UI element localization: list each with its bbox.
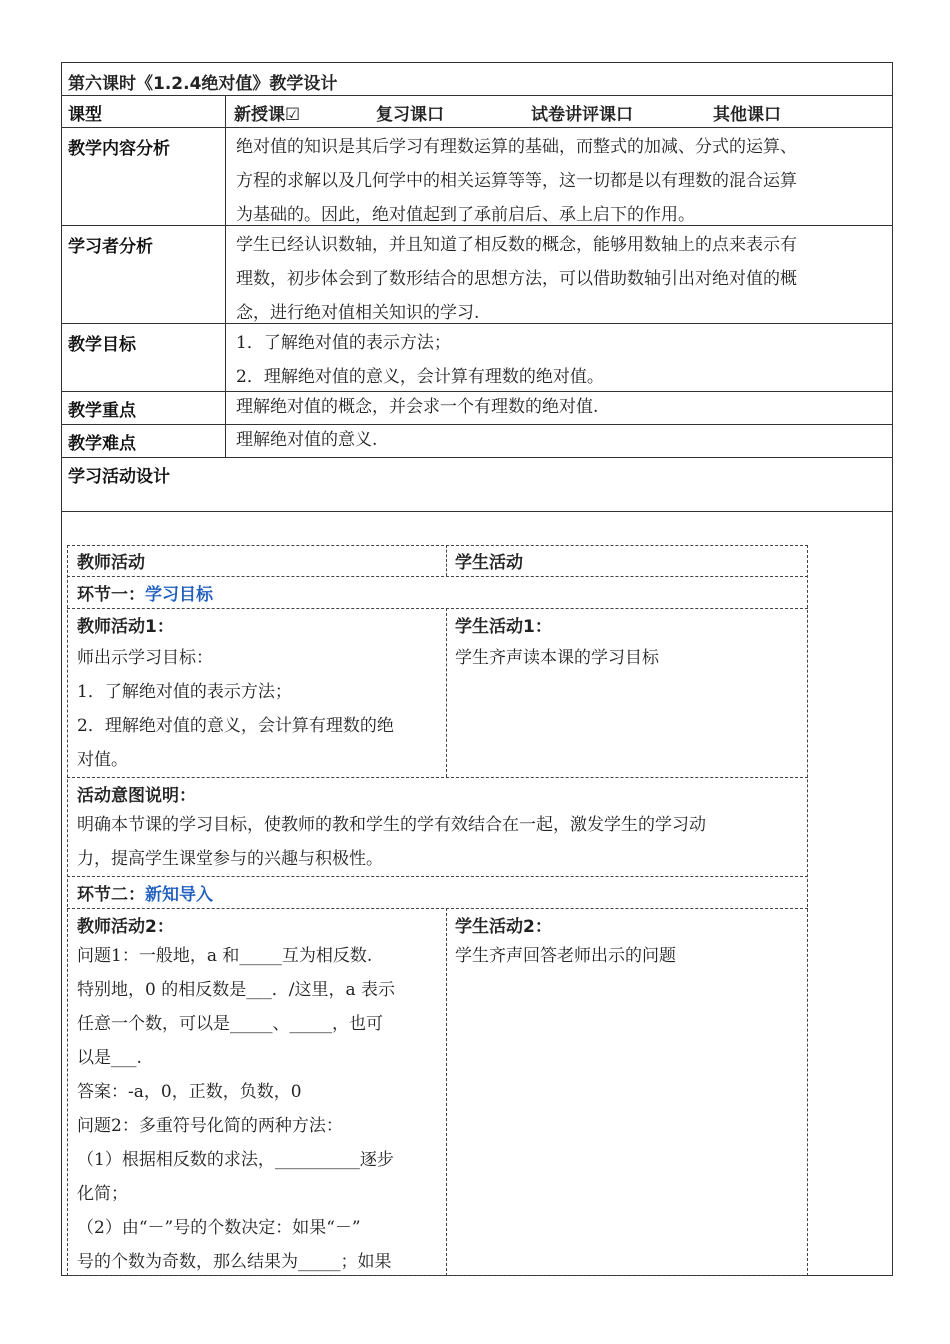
student-activity-2-text: 学生齐声回答老师出示的问题: [455, 946, 676, 966]
section-one-name: 学习目标: [145, 585, 213, 605]
activity-table: [67, 545, 808, 1277]
teacher-activity-2-head: 教师活动2：: [77, 917, 174, 937]
activity-design-label: 学习活动设计: [68, 467, 170, 487]
content-analysis-text: 绝对值的知识是其后学习有理数运算的基础，而整式的加减、分式的运算、 方程的求解以及几何学中的相关运算等等，这一切都是以有理数的混合运算 为基础的。因此，绝对值起到了承前启后、承上启下的作用。: [236, 137, 797, 225]
learner-analysis-label: 学习者分析: [68, 237, 153, 257]
key-point-label: 教学重点: [68, 401, 136, 421]
objectives-row: [62, 324, 892, 392]
difficulty-row: [62, 425, 892, 458]
content-analysis-row: [62, 128, 892, 226]
objectives-text: 1．了解绝对值的表示方法； 2．理解绝对值的意义，会计算有理数的绝对值。: [236, 333, 604, 387]
content-analysis-label: 教学内容分析: [68, 139, 170, 159]
activity-design-row: [62, 458, 892, 512]
difficulty-label: 教学难点: [68, 434, 136, 454]
section-two-name: 新知导入: [145, 885, 213, 905]
key-point-row: [62, 392, 892, 425]
learner-analysis-row: [62, 226, 892, 324]
key-point-text: 理解绝对值的概念，并会求一个有理数的绝对值.: [236, 397, 599, 417]
teacher-activity-header: 教师活动: [77, 553, 145, 573]
student-activity-1-head: 学生活动1：: [455, 617, 552, 637]
lesson-type-row: [62, 96, 892, 128]
teacher-activity-2-text: 问题1：一般地，a 和_____互为相反数. 特别地，0 的相反数是___．/这里，a 表示 任意一个数，可以是_____、_____，也可 以是___. 答案：-a，0，正数，负数，0 问题2：多重符号化简的两种方法： （1）根据相反数的求法，__________逐步 化简； （2）由“－”号的个数决定：如果“－” 号的个数为奇数，那么结果为_____；如果: [77, 946, 395, 1272]
student-activity-2-head: 学生活动2：: [455, 917, 552, 937]
activity-intent-head: 活动意图说明：: [77, 786, 196, 806]
section-two-heading: 环节二：新知导入: [77, 885, 213, 905]
activity-intent-text: 明确本节课的学习目标，使教师的教和学生的学有效结合在一起，激发学生的学习动 力，提高学生课堂参与的兴趣与积极性。: [77, 815, 706, 869]
type-option-exam[interactable]: 试卷讲评课口: [531, 105, 633, 125]
teacher-activity-1-text: 师出示学习目标： 1．了解绝对值的表示方法； 2．理解绝对值的意义，会计算有理数的绝 对值。: [77, 648, 394, 770]
section-one-heading: 环节一：学习目标: [77, 585, 213, 605]
difficulty-text: 理解绝对值的意义.: [236, 430, 378, 450]
teacher-activity-1-head: 教师活动1：: [77, 617, 174, 637]
lesson-type-label-cell: [62, 96, 226, 127]
title-row: [62, 63, 892, 96]
type-option-new[interactable]: 新授课☑: [234, 105, 301, 125]
learner-analysis-text: 学生已经认识数轴，并且知道了相反数的概念，能够用数轴上的点来表示有 理数，初步体会到了数形结合的思想方法，可以借助数轴引出对绝对值的概 念，进行绝对值相关知识的学习.: [236, 235, 797, 323]
lesson-type-label: 课型: [68, 105, 102, 125]
student-activity-1-text: 学生齐声读本课的学习目标: [455, 648, 659, 668]
type-option-review[interactable]: 复习课口: [376, 105, 444, 125]
student-activity-header: 学生活动: [455, 553, 523, 573]
page-title: 第六课时《1.2.4绝对值》教学设计: [68, 74, 338, 94]
type-option-other[interactable]: 其他课口: [713, 105, 781, 125]
objectives-label: 教学目标: [68, 335, 136, 355]
